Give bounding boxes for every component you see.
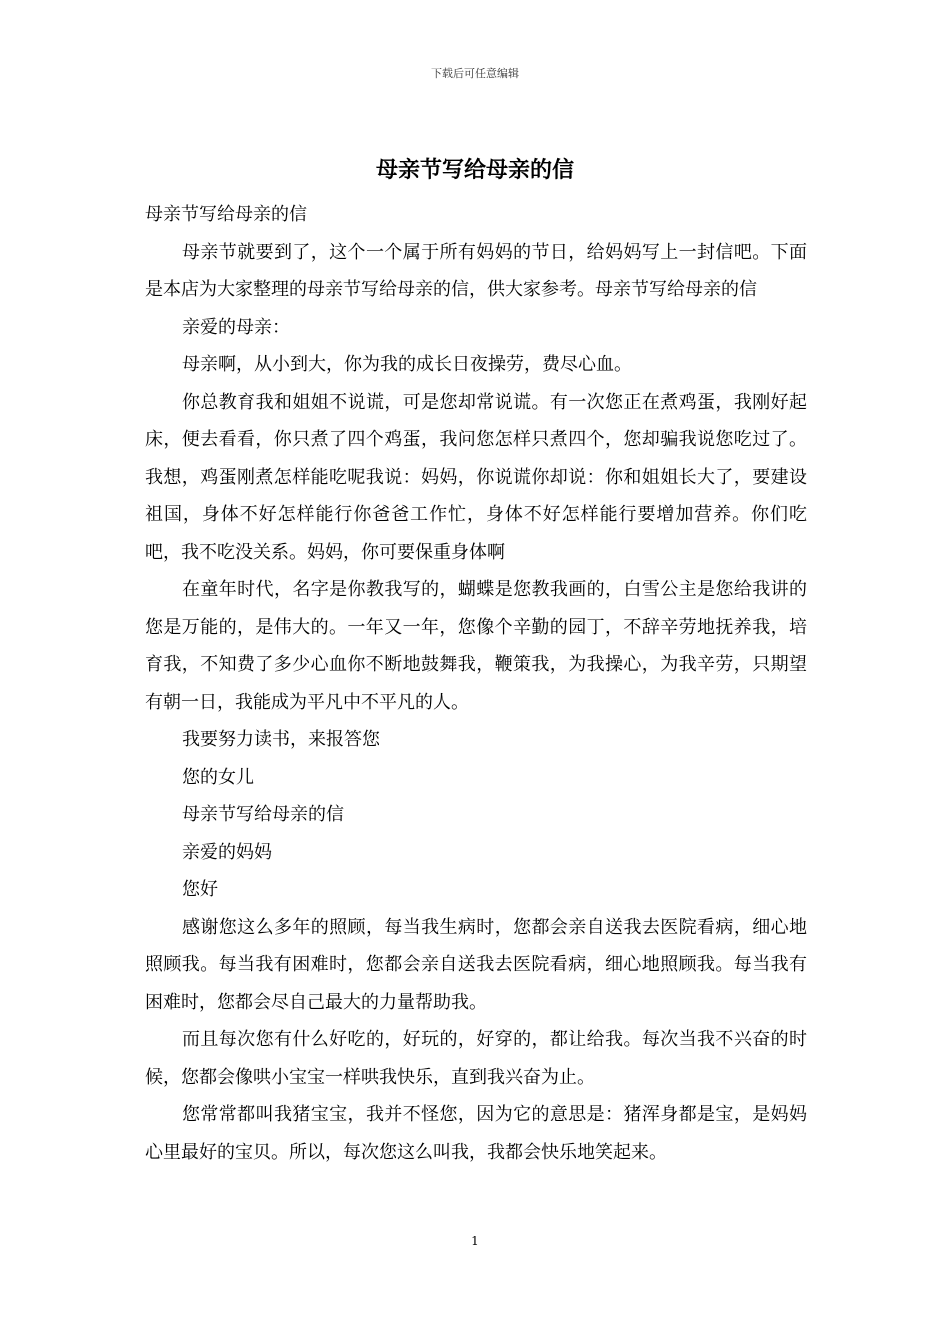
paragraph: 而且每次您有什么好吃的，好玩的，好穿的，都让给我。每次当我不兴奋的时候，您都会像哄小宝宝一样哄我快乐，直到我兴奋为止。: [145, 1029, 807, 1088]
paragraph: 亲爱的妈妈: [182, 841, 272, 863]
paragraph: 母亲啊，从小到大，你为我的成长日夜操劳，费尽心血。: [182, 354, 632, 375]
header-note: 下载后可任意编辑: [431, 67, 519, 80]
paragraph: 母亲节写给母亲的信: [145, 204, 307, 225]
paragraph: 我要努力读书，来报答您: [182, 729, 380, 750]
paragraph: 亲爱的母亲：: [182, 316, 290, 338]
paragraph: 您常常都叫我猪宝宝，我并不怪您，因为它的意思是：猪浑身都是宝，是妈妈心里最好的宝贝。所以，每次您这么叫我，我都会快乐地笑起来。: [145, 1104, 807, 1163]
paragraph: 感谢您这么多年的照顾，每当我生病时，您都会亲自送我去医院看病，细心地照顾我。每当我有困难时，您都会亲自送我去医院看病，细心地照顾我。每当我有困难时，您都会尽自己最大的力量帮助我。: [145, 916, 807, 1013]
paragraph: 您好: [182, 879, 218, 900]
paragraph: 母亲节写给母亲的信: [182, 804, 344, 825]
document-body: [145, 196, 807, 1171]
paragraph: 在童年时代，名字是你教我写的，蝴蝶是您教我画的，白雪公主是您给我讲的您是万能的，是伟大的。一年又一年，您像个辛勤的园丁，不辞辛劳地抚养我，培育我，不知费了多少心血你不断地鼓舞我，鞭策我，为我操心，为我辛劳，只期望有朝一日，我能成为平凡中不平凡的人。: [145, 579, 807, 713]
paragraph: 你总教育我和姐姐不说谎，可是您却常说谎。有一次您正在煮鸡蛋，我刚好起床，便去看看，你只煮了四个鸡蛋，我问您怎样只煮四个，您却骗我说您吃过了。我想，鸡蛋刚煮怎样能吃呢我说：妈妈，你说谎你却说：你和姐姐长大了，要建设祖国，身体不好怎样能行你爸爸工作忙，身体不好怎样能行要增加营养。你们吃吧，我不吃没关系。妈妈，你可要保重身体啊: [145, 391, 807, 563]
document-title: 母亲节写给母亲的信: [375, 157, 574, 183]
page-number: 1: [471, 1234, 479, 1248]
paragraph: 母亲节就要到了，这个一个属于所有妈妈的节日，给妈妈写上一封信吧。下面是本店为大家整理的母亲节写给母亲的信，供大家参考。母亲节写给母亲的信: [145, 241, 807, 300]
paragraph: 您的女儿: [182, 766, 254, 788]
